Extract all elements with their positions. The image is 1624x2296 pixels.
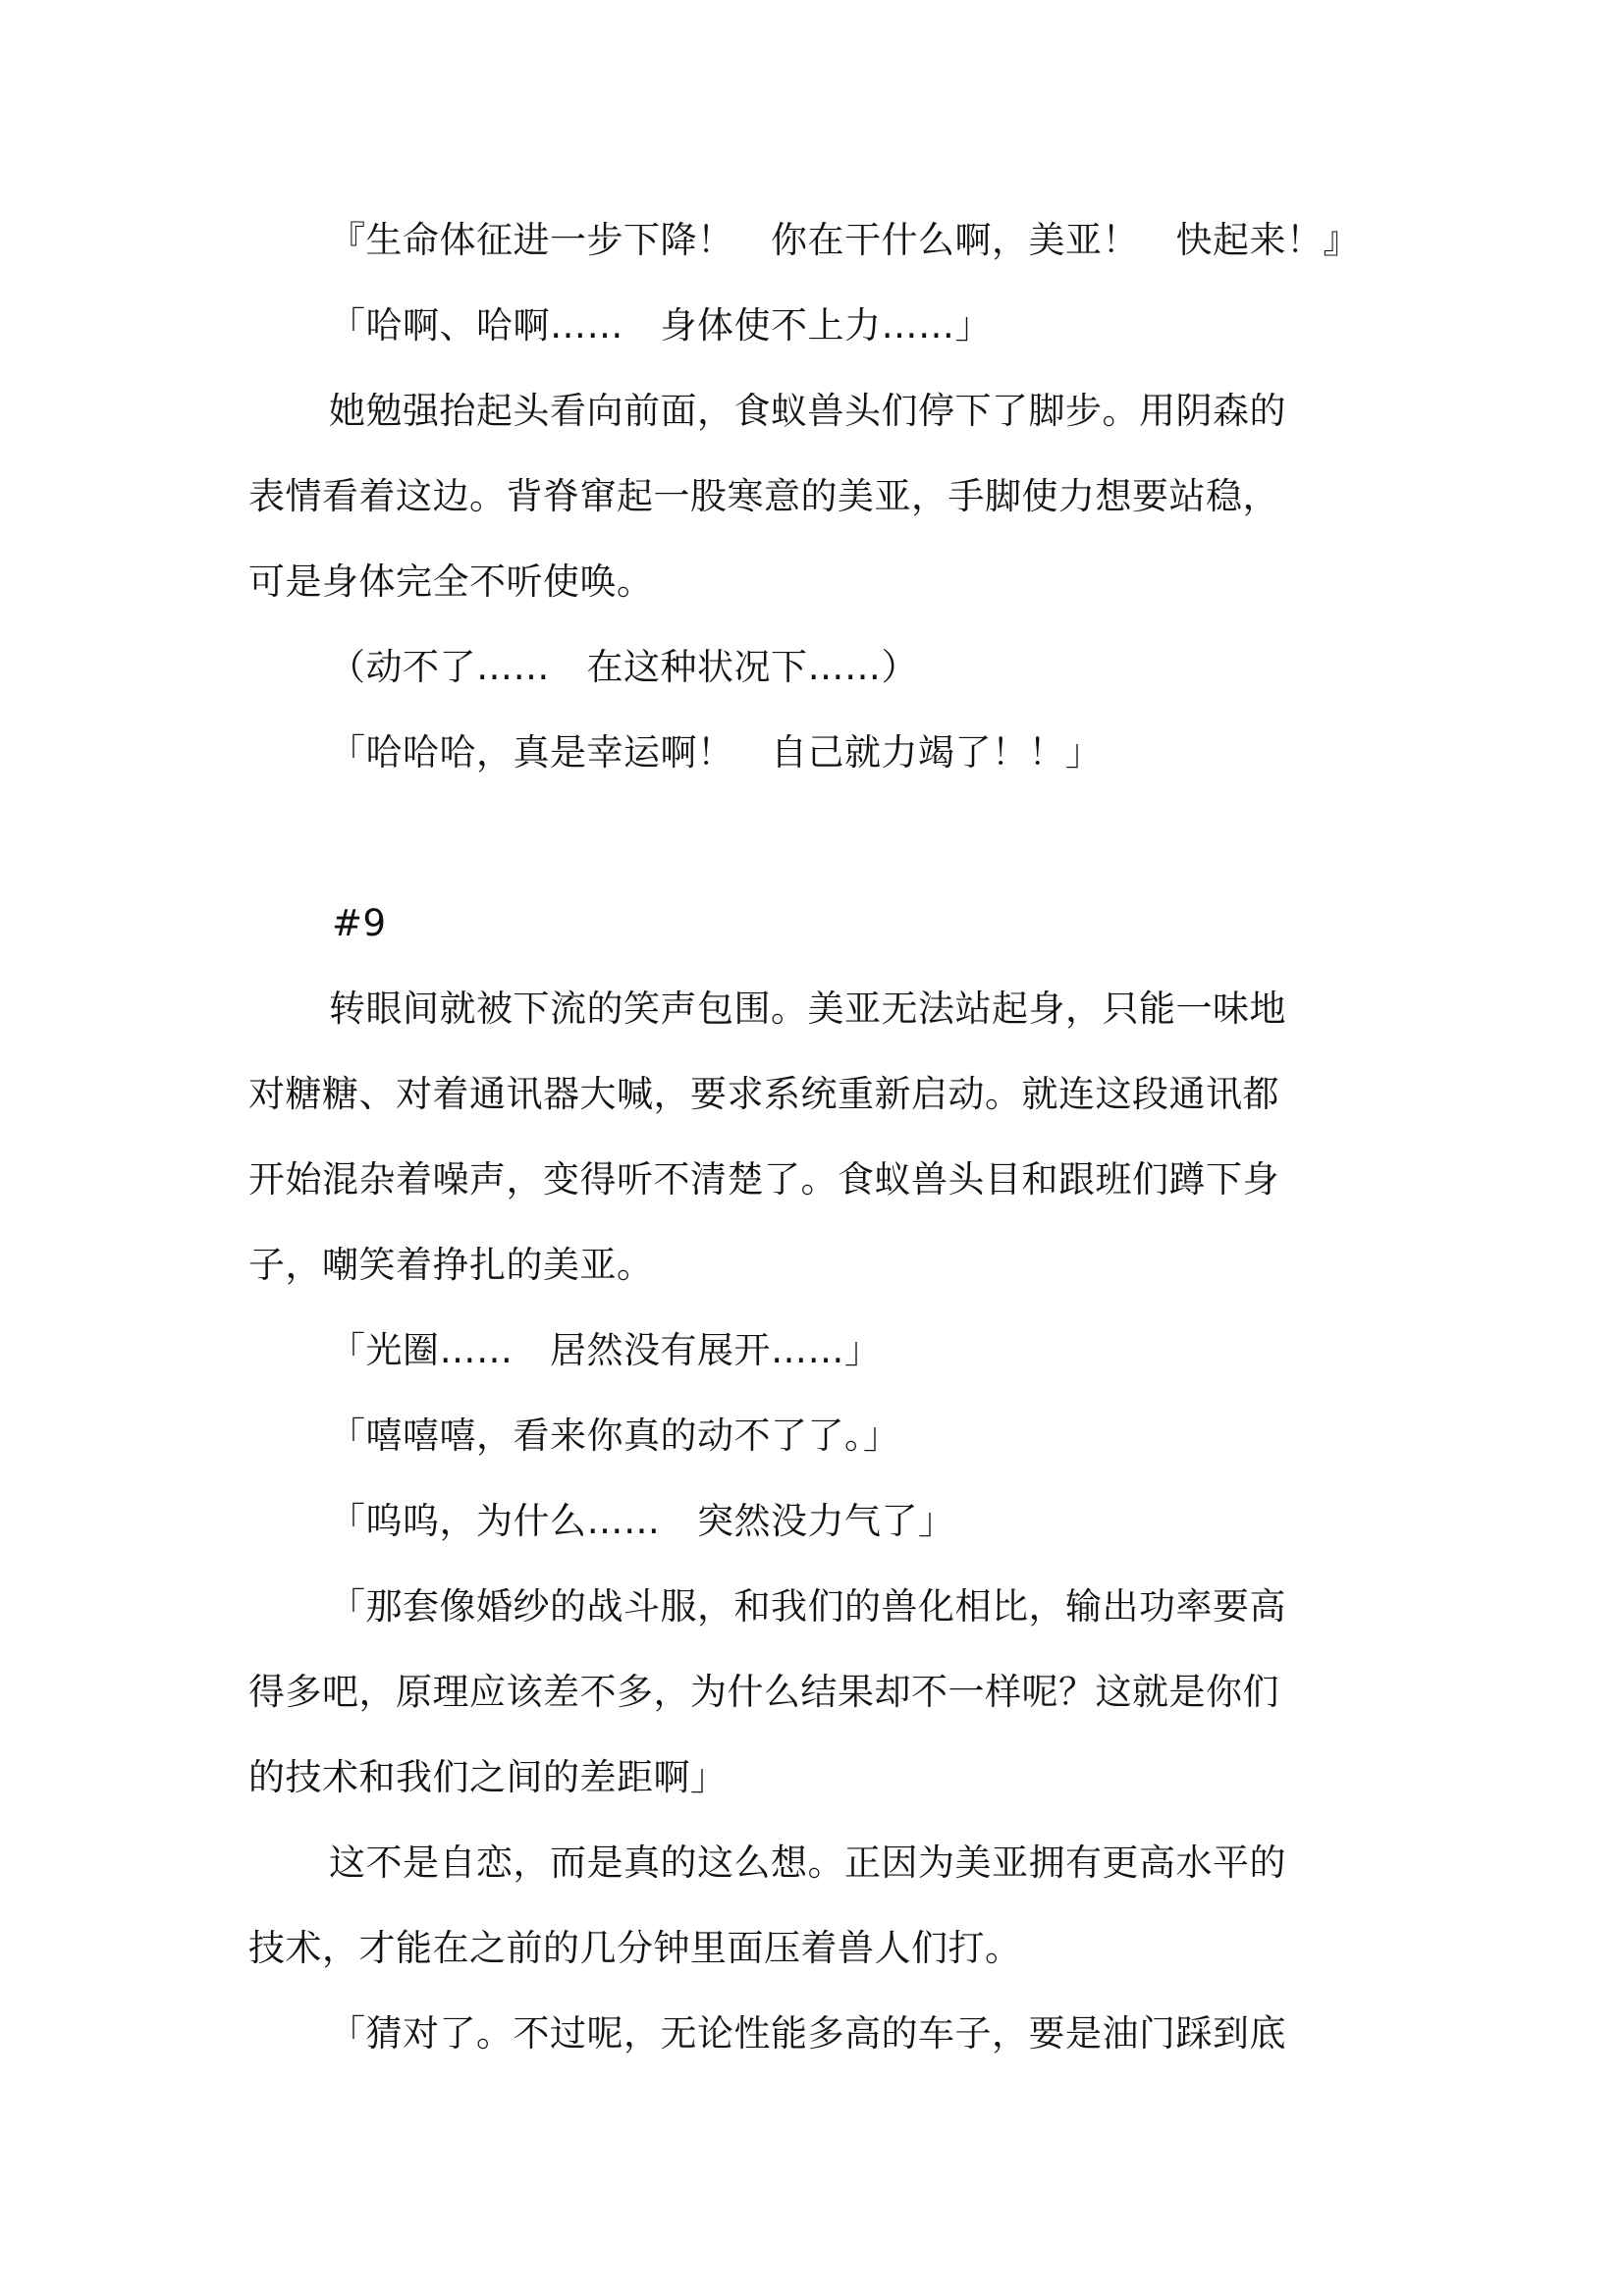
text-line: 「猜对了。不过呢，无论性能多高的车子，要是油门踩到底	[329, 2012, 1286, 2055]
text-line: 「哈啊、哈啊…… 身体使不上力……」	[329, 304, 992, 347]
section-heading: #9	[332, 902, 387, 944]
text-line: 「呜呜，为什么…… 突然没力气了」	[329, 1500, 955, 1542]
text-line: 「那套像婚纱的战斗服，和我们的兽化相比，输出功率要高	[329, 1585, 1286, 1628]
text-line: 可是身体完全不听使唤。	[248, 561, 654, 603]
text-line: 「光圈…… 居然没有展开……」	[329, 1329, 882, 1371]
text-line: 「哈哈哈，真是幸运啊！ 自己就力竭了！！」	[329, 731, 1103, 774]
text-line: 『生命体征进一步下降！ 你在干什么啊，美亚！ 快起来！』	[329, 219, 1360, 261]
text-line: 转眼间就被下流的笑声包围。美亚无法站起身，只能一味地	[329, 988, 1286, 1030]
text-line: （动不了…… 在这种状况下……）	[329, 646, 918, 688]
text-line: 对糖糖、对着通讯器大喊，要求系统重新启动。就连这段通讯都	[248, 1073, 1279, 1115]
text-line: 开始混杂着噪声，变得听不清楚了。食蚁兽头目和跟班们蹲下身	[248, 1158, 1279, 1201]
text-line: 得多吧，原理应该差不多，为什么结果却不一样呢？这就是你们	[248, 1671, 1279, 1713]
text-line: 她勉强抬起头看向前面，食蚁兽头们停下了脚步。用阴森的	[329, 390, 1286, 432]
text-line: 技术，才能在之前的几分钟里面压着兽人们打。	[248, 1927, 1022, 1969]
text-line: 这不是自恋，而是真的这么想。正因为美亚拥有更高水平的	[329, 1842, 1286, 1884]
text-line: 子，嘲笑着挣扎的美亚。	[248, 1244, 654, 1286]
text-line: 「嘻嘻嘻，看来你真的动不了了。」	[329, 1415, 900, 1457]
text-line: 的技术和我们之间的差距啊」	[248, 1756, 728, 1798]
text-line: 表情看着这边。背脊窜起一股寒意的美亚，手脚使力想要站稳，	[248, 475, 1279, 517]
